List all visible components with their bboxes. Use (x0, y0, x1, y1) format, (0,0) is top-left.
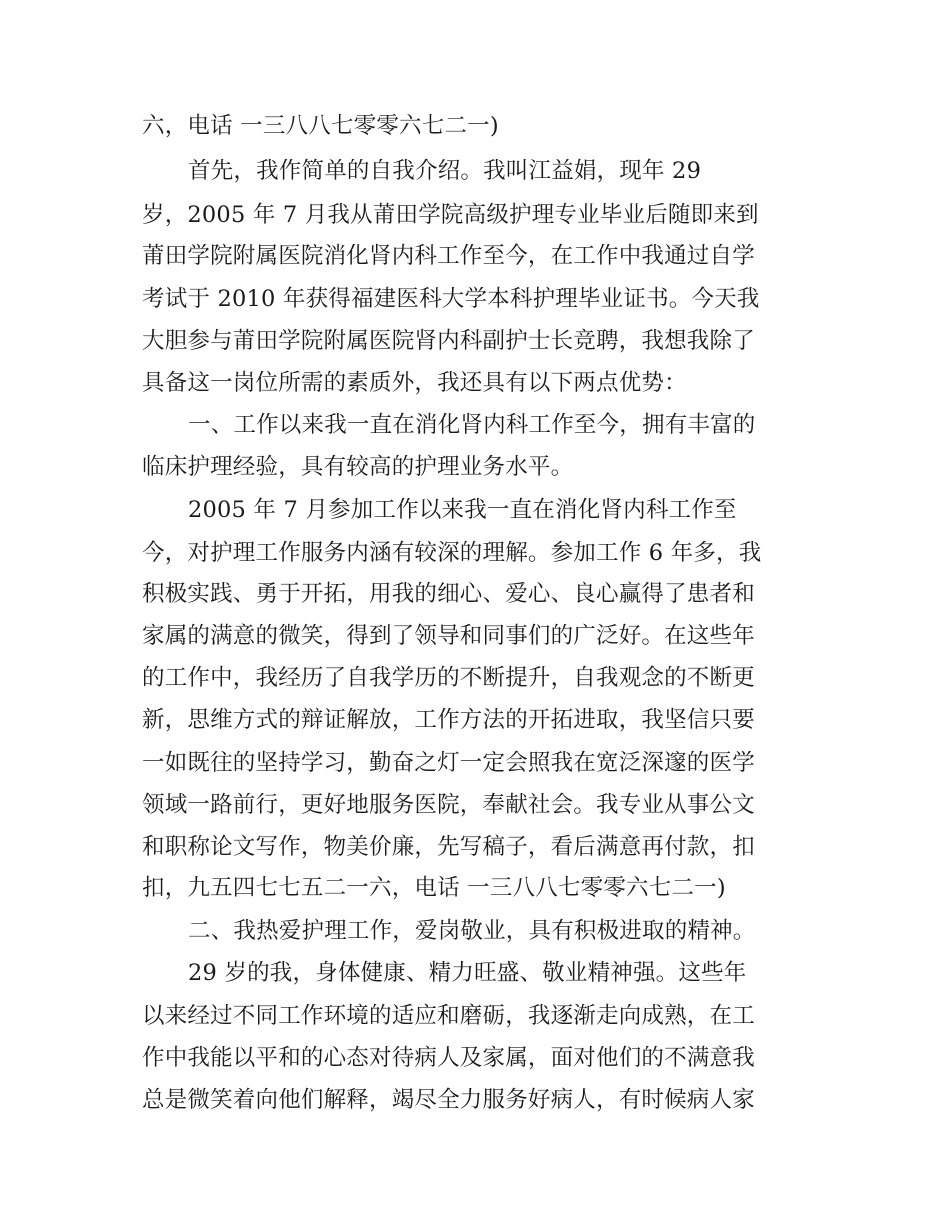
text-line: 二、我热爱护理工作，爱岗敬业，具有积极进取的精神。 (188, 918, 756, 944)
text-line: 和职称论文写作，物美价廉，先写稿子，看后满意再付款，扣 (142, 834, 755, 860)
text-line: 具备这一岗位所需的素质外，我还具有以下两点优势： (142, 370, 687, 396)
text-line: 一、工作以来我一直在消化肾内科工作至今，拥有丰富的 (188, 412, 756, 438)
text-line: 积极实践、勇于开拓，用我的细心、爱心、良心赢得了患者和 (142, 581, 755, 607)
text-line: 临床护理经验，具有较高的护理业务水平。 (142, 454, 574, 480)
text-line: 以来经过不同工作环境的适应和磨砺，我逐渐走向成熟，在工 (142, 1003, 755, 1029)
text-line: 2005 年 7 月参加工作以来我一直在消化肾内科工作至 (188, 497, 737, 523)
text-line: 新，思维方式的辩证解放，工作方法的开拓进取，我坚信只要 (142, 707, 755, 733)
text-line: 家属的满意的微笑，得到了领导和同事们的广泛好。在这些年 (142, 623, 755, 649)
text-line: 大胆参与莆田学院附属医院肾内科副护士长竞聘，我想我除了 (142, 328, 755, 354)
text-line: 一如既往的坚持学习，勤奋之灯一定会照我在宽泛深邃的医学 (142, 750, 755, 776)
text-line: 作中我能以平和的心态对待病人及家属，面对他们的不满意我 (142, 1045, 755, 1071)
text-line: 岁，2005 年 7 月我从莆田学院高级护理专业毕业后随即来到 (142, 202, 759, 228)
text-line: 总是微笑着向他们解释，竭尽全力服务好病人，有时候病人家 (142, 1087, 755, 1113)
text-line: 今，对护理工作服务内涵有较深的理解。参加工作 6 年多，我 (142, 540, 762, 566)
text-line: 的工作中，我经历了自我学历的不断提升，自我观念的不断更 (142, 665, 755, 691)
text-line: 首先，我作简单的自我介绍。我叫江益娟，现年 29 (188, 158, 702, 184)
text-line: 六，电话 一三八八七零零六七二一) (142, 113, 499, 139)
text-line: 扣，九五四七七五二一六，电话 一三八八七零零六七二一) (142, 875, 726, 901)
text-line: 莆田学院附属医院消化肾内科工作至今，在工作中我通过自学 (142, 243, 755, 269)
text-line: 考试于 2010 年获得福建医科大学本科护理毕业证书。今天我 (142, 286, 760, 312)
text-line: 29 岁的我，身体健康、精力旺盛、敬业精神强。这些年 (188, 960, 747, 986)
text-line: 领域一路前行，更好地服务医院，奉献社会。我专业从事公文 (142, 792, 755, 818)
